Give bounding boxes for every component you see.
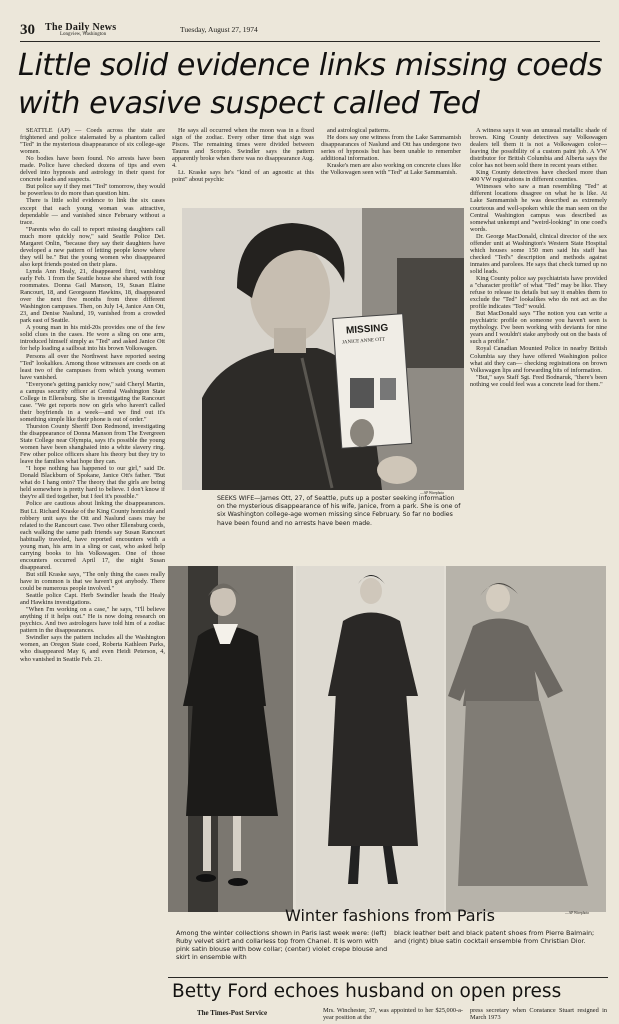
photo1-credit: —AP Wirephoto — [420, 491, 445, 495]
paragraph: But still Kraske says, "The only thing the cases really have in common is that we haven't got anybody. There could be numerous people involved." — [20, 570, 165, 593]
paragraph: Persons all over the Northwest have reported seeing "Ted" lookalikes. Among those witnesses are coeds on at least two of the campuses from which young women have vanished. — [20, 352, 165, 381]
paragraph: Seattle police Capt. Herb Swindler heads the Healy and Hawkins investigations. — [20, 592, 165, 607]
poster-name: JANICE ANNE OTT — [341, 337, 386, 346]
fashion-title: Winter fashions from Paris — [285, 906, 495, 925]
article-column-4 — [470, 127, 607, 563]
poster-title: MISSING — [345, 322, 389, 337]
paragraph: Swindler says the pattern includes all the Washington women, an Oregon State coed, Roberta Kathleen Parks, who disappeared May 6, and even Heidi Peterson, 4, who vanished in Seattle Feb. 21. — [20, 634, 165, 663]
paragraph: A young man in his mid-20s provides one of the few solid clues in the cases. He wore a sling on one arm, introduced himself simply as "Ted" and asked Janice Ott for help loading a sailboat into his brown Volkswagen. — [20, 324, 165, 353]
paragraph: King County detectives have checked more than 400 VW registrations in different counties. — [470, 169, 607, 184]
paragraph: Lynda Ann Healy, 21, disappeared first, vanishing early Feb. 1 from the Seattle house she shared with four roommates. Donna Gail Manson, 19, Susan Elaine Rancourt, 18, and Georgeann Hawkins, 18, disappeared over the next five months from three different Washington campuses. Then, on July 14, Janice Ann Ott, 23, and Denise Naslund, 19, vanished from a crowded park east of Seattle. — [20, 267, 165, 325]
article-column-3 — [321, 127, 461, 206]
paragraph: He does say one witness from the Lake Sammamish disappearances of Naslund and Ott has undergone two series of hypnosis but has been unable to remember additional information. — [321, 134, 461, 163]
paragraph: But police say if they met "Ted" tomorrow, they would be powerless to do more than question him. — [20, 183, 165, 198]
paragraph: King County police say psychiatrists have provided a "character profile" of what "Ted" may be like. They refuse to release its details but say it enables them to exclude the "Ted" lookalikes who do not act as the profile indicates "Ted" would. — [470, 274, 607, 311]
paragraph: Lt. Kraske says he's "kind of an agnostic at this point" about psychic — [172, 169, 314, 184]
paragraph: Thurston County Sheriff Don Redmond, investigating the disappearance of Donna Manson from The Evergreen State College near Olympia, says it's possible the young women have been shanghaied into a white slavery ring. Few other police officers share his theory but they try to leave the families what hope they can. — [20, 422, 165, 466]
article-column-2 — [172, 127, 314, 206]
paragraph: Police are cautious about linking the disappearances. But Lt. Richard Kraske of the King County homicide and robbery unit says the Ott and Naslund cases may be related to the Rancourt case. Two other Ellensburg coeds, each walking the same path friends say Susan Rancourt habitually traveled, have reported encounters with a young man, his arm in a sling or cast, who asked help carrying books to his Volkswagen. One of those encounters occurred April 17, the night Susan disappeared. — [20, 500, 165, 571]
fashion-credit: —AP Wirephoto — [565, 911, 590, 915]
paragraph: But MacDonald says "The notion you can write a psychiatric profile on someone you haven't seen is mythology. I've been working with deviants for nine years and I wouldn't stake anybody out on the basis of such a profile." — [470, 310, 607, 346]
paragraph: Royal Canadian Mounted Police in nearby British Columbia say they have offered Washington police what aid they can— checking registrations on brown Volkswagen lips and forwarding bits of information. — [470, 345, 607, 374]
paragraph: SEATTLE (AP) — Coeds across the state are frightened and police stalemated by a phantom called "Ted" in the mysterious disappearance of six college-age women. — [20, 127, 165, 156]
next-story-column-3: press secretary when Constance Stuart resigned in March 1973 — [470, 1007, 607, 1022]
paragraph: "Parents who do call to report missing daughters call much more quickly now," said Seattle Police Det. Margaret Onlin, "because they say their daughters have developed a new pattern of letting people know where they will be." But the young women who disappeared also kept friends posted on their plans. — [20, 225, 165, 268]
paragraph: "Everyone's getting panicky now," said Cheryl Martin, a campus security officer at Central Washington State College in Ellensburg. She is investigating the Rancourt case. "We get reports now on girls who haven't called their boyfriends in a week—and we find out it's something simple like their phone is out of order." — [20, 380, 165, 423]
paragraph: "When I'm working on a case," he says, "I'll believe anything if it helps out." He is now doing research on psychics. And two astrologers have told him of a zodiac pattern in the disappearances. — [20, 606, 165, 635]
paragraph: "But," says Staff Sgt. Fred Bodnaruk, "there's been nothing we could feel was a concrete lead for them." — [470, 373, 607, 388]
paper-name: The Daily News — [45, 22, 117, 33]
paragraph: No bodies have been found. No arrests have been made. Police have checked dozens of tips and even delved into hypnosis and astrology in their quest for concrete leads and suspects. — [20, 155, 165, 184]
paragraph: and astrological patterns. — [327, 127, 391, 134]
photo-illustration — [182, 208, 464, 490]
paragraph: He says all occurred when the moon was in a fixed sign of the zodiac. Every other time that sign was Pisces. The remaining times were divided between Taurus and Scorpio. Swindler says the pattern apparently broke when there was no disappearance Aug. 4. — [172, 127, 314, 170]
missing-poster-photo — [182, 208, 464, 490]
paragraph: There is little solid evidence to link the six cases except that each young woman was attractive, dependable — and vanished since February without a trace. — [20, 197, 165, 226]
paragraph: Dr. George MacDonald, clinical director of the sex offender unit at Washington's Western State Hospital which houses some 150 men said his staff has checked "Ted's" description and methods against inmates and parolees. He says that check turned up no solid leads. — [470, 232, 607, 275]
paragraph: "I hope nothing has happened to our girl," said Dr. Donald Blackburn of Spokane, Janice Ott's father. "But what do I hang onto? The theory that the girls are being held somewhere is pretty hard to believe. I don't know if they're all tied together, but I feel it's possible." — [20, 465, 165, 501]
fashion-photo — [168, 566, 606, 912]
page-number: 30 — [20, 22, 35, 38]
article-column-1 — [20, 127, 165, 1024]
paper-location: Longview, Washington — [60, 32, 107, 37]
issue-date: Tuesday, August 27, 1974 — [180, 25, 258, 34]
fashion-caption-right: black leather belt and black patent shoes from Pierre Balmain; and (right) blue satin cocktail ensemble from Christian Dior. — [394, 929, 595, 945]
bottom-rule — [168, 977, 608, 978]
fashion-illustration — [168, 566, 606, 912]
next-story-byline: The Times-Post Service — [197, 1009, 268, 1017]
next-story-headline: Betty Ford echoes husband on open press — [172, 981, 562, 1002]
photo1-caption: SEEKS WIFE—James Ott, 27, of Seattle, puts up a poster seeking information on the mysterious disappearance of his wife, Janice, from a park. She is one of six Washington college-age women missing since February. So far no bodies have been found and no arrests have been made. — [217, 495, 461, 527]
paragraph: Witnesses who saw a man resembling "Ted" at different locations disagree on what he is like. At Lake Sammamish he was described as extremely courteous and well-spoken while the man seen on the Central Washington campus was described as somewhat unkempt and "weird-looking" in one coed's words. — [470, 183, 607, 233]
paragraph: Kraske's men are also working on concrete clues like the Volkswagen seen with "Ted" at Lake Sammamish. — [321, 162, 461, 177]
headline: Little solid evidence links missing coeds with evasive suspect called Ted — [18, 48, 603, 121]
paragraph: A witness says it was an unusual metallic shade of brown. King County detectives say Volkswagen dealers tell them it is not a Volkswagen color—leaving the possibility of a custom paint job. A VW distributor for British Columbia and Alberta says the color has not been sold there in recent years either. — [470, 127, 607, 170]
next-story-column-2: Mrs. Winchester, 37, was appointed to her $25,000-a-year position at the — [323, 1007, 463, 1022]
masthead-rule — [20, 41, 600, 42]
fashion-caption-left: Among the winter collections shown in Paris last week were: (left) Ruby velvet skirt and collarless top from Chanel. It is worn with pink satin blouse with bow collar; (center) violet crepe blouse and skirt in ensemble with — [176, 929, 388, 961]
